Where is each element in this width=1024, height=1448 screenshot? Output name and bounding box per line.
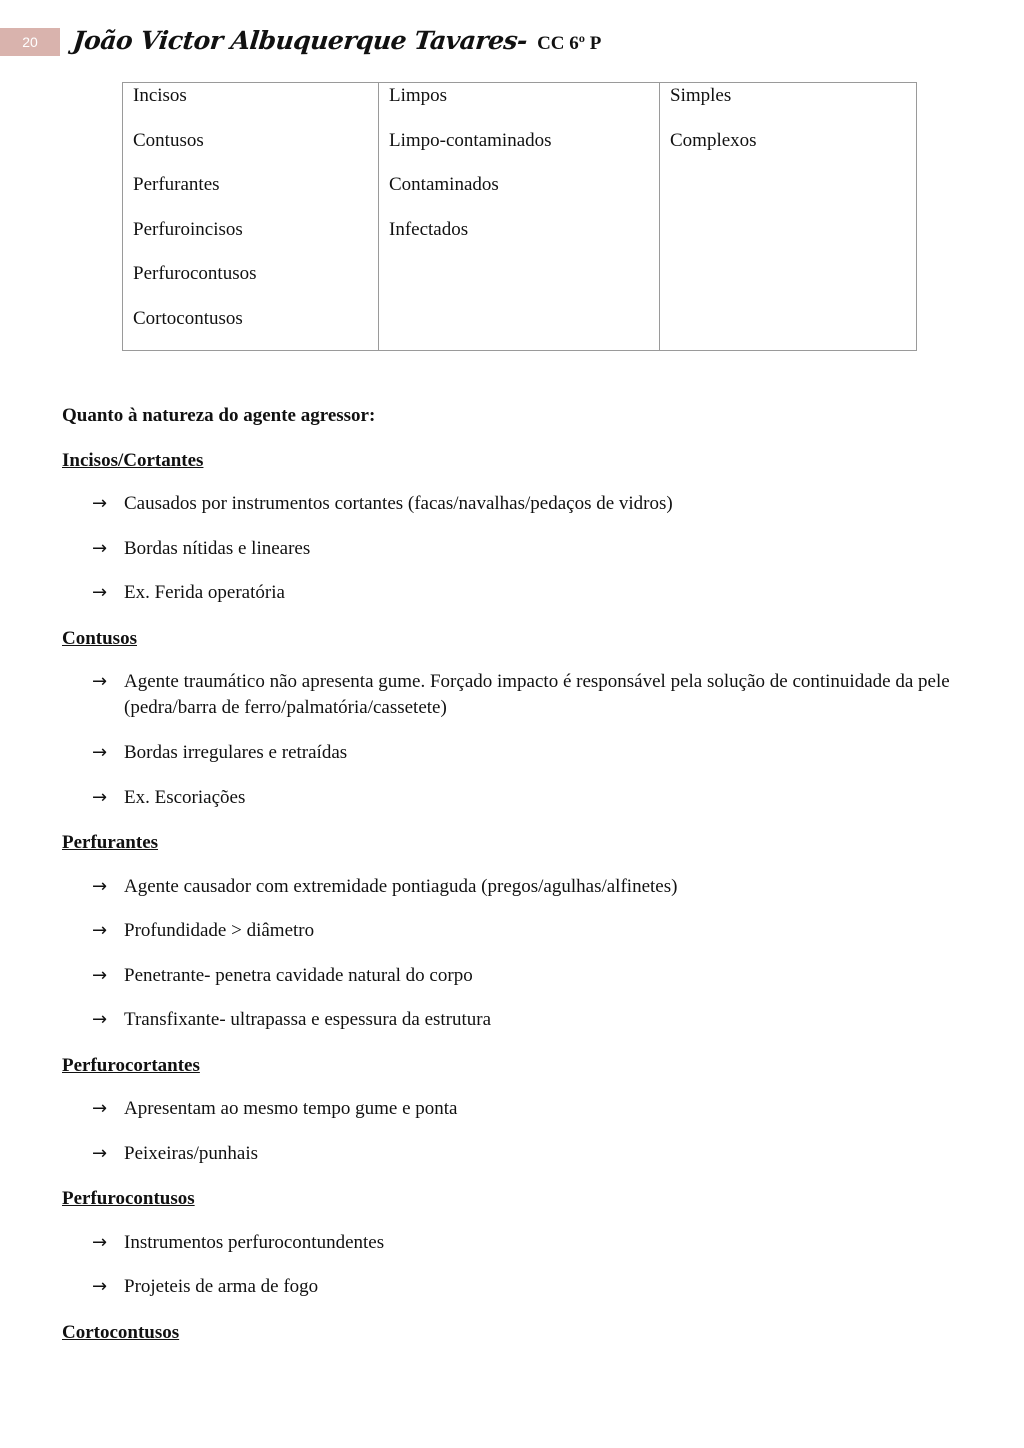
list-item (62, 1141, 962, 1186)
list-item (62, 740, 962, 785)
list-item-text: Ex. Ferida operatória (124, 582, 285, 603)
table-cell: Limpo-contaminados (389, 129, 552, 151)
table-cell: Cortocontusos (133, 307, 243, 329)
arrow-right-icon: → (92, 537, 108, 559)
table-cell: Perfurantes (133, 174, 220, 195)
section-heading: Perfurocortantes (62, 1054, 200, 1076)
arrow-right-icon: → (92, 1276, 108, 1297)
arrow-right-icon: → (92, 671, 108, 692)
list-item-text: Penetrante- penetra cavidade natural do corpo (124, 964, 473, 986)
table-cell: Infectados (389, 218, 469, 240)
list-item-text: Instrumentos perfurocontundentes (124, 1231, 385, 1253)
list-item-text: Agente causador com extremidade pontiaguda (pregos/agulhas/alfinetes) (124, 875, 678, 897)
list-item (62, 1274, 962, 1319)
list-item-text: Apresentam ao mesmo tempo gume e ponta (124, 1098, 458, 1119)
section-heading: Cortocontusos (62, 1321, 180, 1343)
list-item (62, 874, 962, 919)
arrow-right-icon: → (92, 582, 108, 603)
page-header (73, 26, 601, 55)
arrow-right-icon: → (92, 742, 108, 763)
list-item-text: Peixeiras/punhais (124, 1142, 259, 1164)
arrow-right-icon: → (92, 1231, 108, 1253)
table-row (123, 83, 917, 351)
list-item-text: Ex. Escoriações (124, 786, 246, 808)
arrow-right-icon: → (92, 786, 108, 808)
table-cell: Incisos (133, 85, 187, 106)
list-item-text: Causados por instrumentos cortantes (facas/navalhas/pedaços de vidros) (124, 493, 673, 514)
section-heading: Perfurantes (62, 832, 159, 853)
document-body (62, 402, 962, 1363)
section-subtitle: Quanto à natureza do agente agressor: (62, 405, 376, 426)
list-item-text: Profundidade > diâmetro (124, 920, 315, 941)
table-cell: Complexos (670, 129, 757, 151)
list-item (62, 1230, 962, 1275)
table-cell: Contaminados (389, 174, 499, 195)
table-cell: Perfurocontusos (133, 263, 257, 284)
table-cell: Simples (670, 85, 732, 106)
table-cell: Perfuroincisos (133, 218, 243, 240)
arrow-right-icon: → (92, 1009, 108, 1030)
list-item (62, 669, 962, 740)
table-cell: Limpos (389, 85, 448, 106)
list-item-text: Bordas irregulares e retraídas (124, 742, 348, 763)
arrow-right-icon: → (92, 1098, 108, 1119)
wound-classification-table (122, 82, 917, 351)
list-item-text: Bordas nítidas e lineares (124, 537, 311, 559)
list-item-text: Transfixante- ultrapassa e espessura da estrutura (124, 1009, 492, 1030)
list-item-text: Projeteis de arma de fogo (124, 1276, 319, 1297)
section-heading: Perfurocontusos (62, 1188, 195, 1209)
table-column-agent-type (123, 83, 379, 351)
arrow-right-icon: → (92, 1142, 108, 1164)
list-item (62, 1007, 962, 1052)
table-column-complexity (660, 83, 917, 351)
page-number: 20 (0, 28, 60, 56)
course-label: CC 6º P (537, 33, 602, 54)
section-heading: Incisos/Cortantes (62, 449, 204, 471)
table-cell: Contusos (133, 129, 204, 151)
arrow-right-icon: → (92, 964, 108, 986)
list-item (62, 918, 962, 963)
list-item (62, 491, 962, 536)
table-column-contamination (379, 83, 660, 351)
list-item (62, 1096, 962, 1141)
list-item (62, 536, 962, 581)
list-item (62, 785, 962, 830)
section-heading: Contusos (62, 627, 137, 649)
list-item-text: Agente traumático não apresenta gume. Forçado impacto é responsável pela solução de continuidade da pele (pedra/barra de ferro/palmatória/cassetete) (124, 671, 950, 718)
arrow-right-icon: → (92, 875, 108, 897)
list-item (62, 963, 962, 1008)
arrow-right-icon: → (92, 493, 108, 514)
list-item (62, 580, 962, 625)
arrow-right-icon: → (92, 920, 108, 941)
author-name: João Victor Albuquerque Tavares- (71, 26, 529, 55)
